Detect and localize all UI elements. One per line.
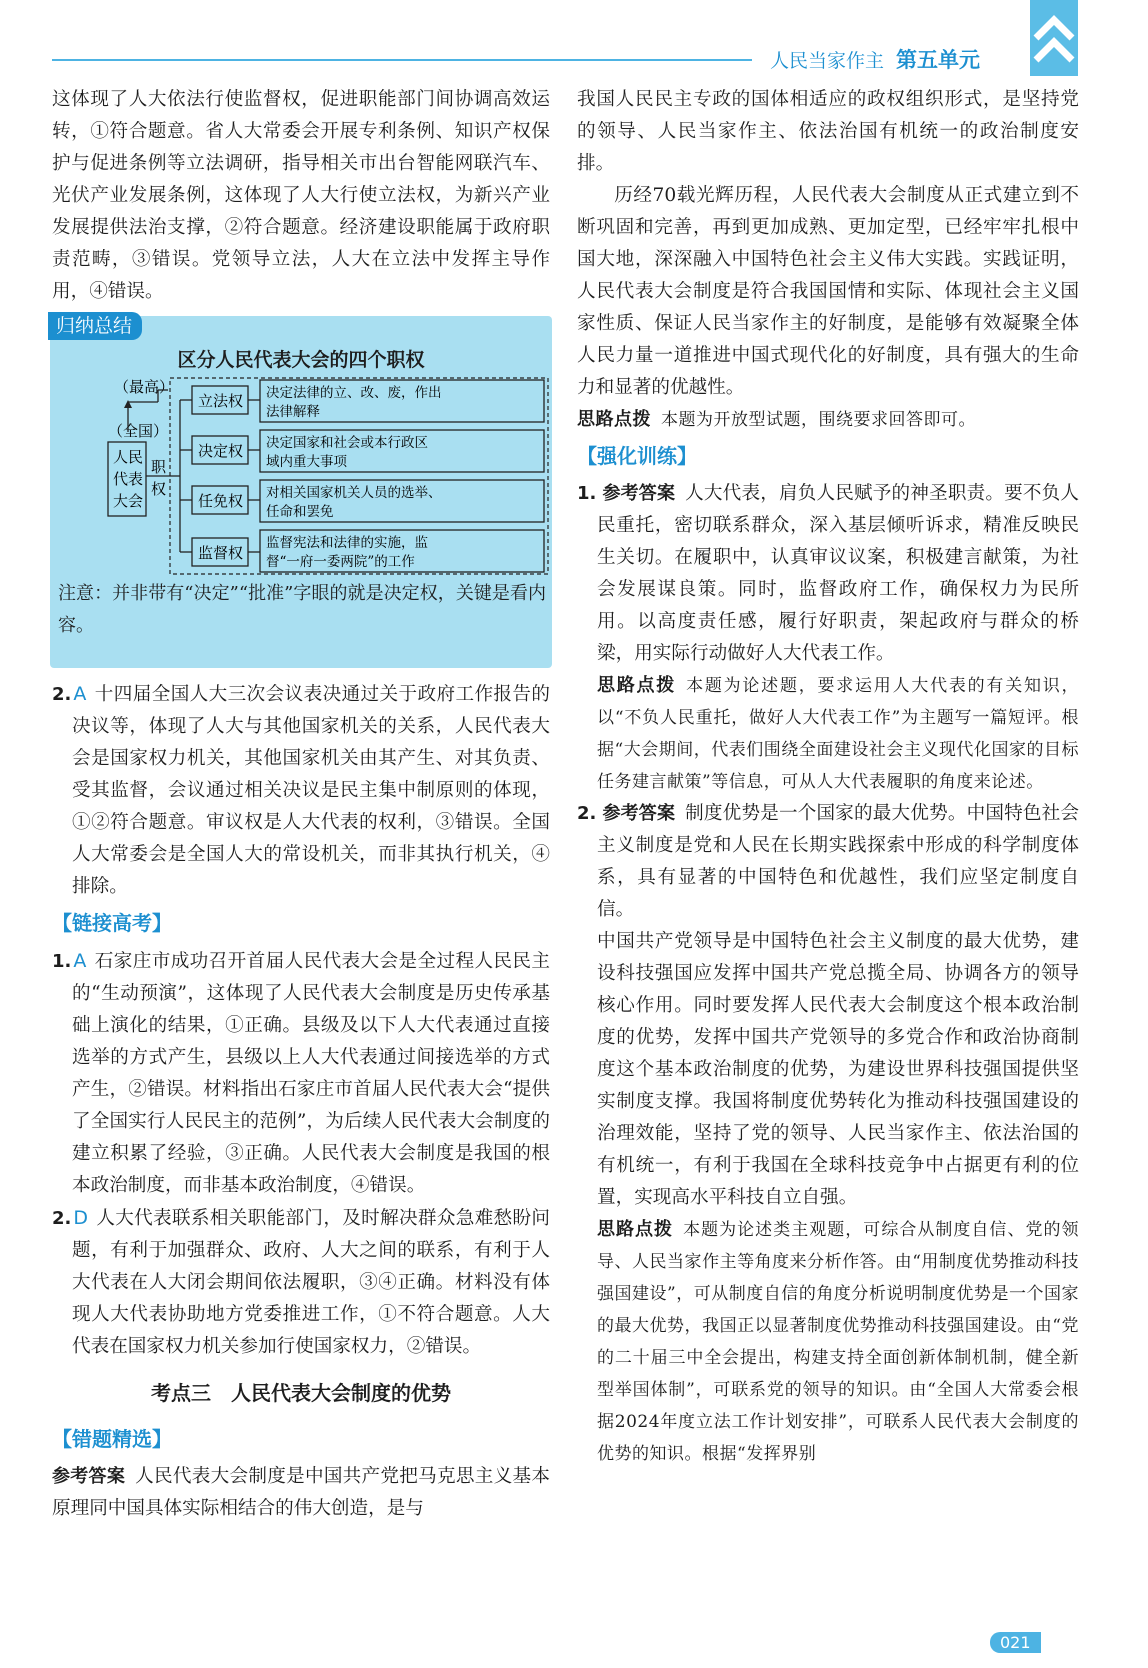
summary-note: 注意：并非带有“决定”“批准”字眼的就是决定权，关键是看内容。 (58, 583, 546, 636)
training-answer-1-label: 参考答案 (602, 483, 676, 504)
right-column (577, 84, 1079, 1470)
link-answer-1-letter: A (73, 950, 87, 972)
link-answer-2-text: 人大代表联系相关职能部门，及时解决群众急难愁盼问题，有利于加强群众、政府、人大之间的联系，有利于人大代表在人大闭会期间依法履职，③④正确。材料没有体现人大代表协助地方党委推进工作，①不符合题意。人大代表在国家权力机关参加行使国家权力，②错误。 (72, 1208, 550, 1357)
training-answer-2-label: 参考答案 (602, 803, 676, 824)
reference-answer (52, 1461, 550, 1525)
header-unit: 第五单元 (896, 48, 981, 72)
training-answer-2 (577, 798, 1079, 926)
org-line-2: 代表 (113, 470, 144, 488)
header-rule (52, 59, 752, 61)
power-row-supervision (180, 530, 544, 572)
power-desc-1a: 决定法律的立、改、废，作出 (266, 385, 442, 401)
training-answer-1-text: 人大代表，肩负人民赋予的神圣职责。要不负人民重托，密切联系群众，深入基层倾听诉求，精准反映民生关切。在履职中，认真审议议案，积极建言献策，为社会发展谋良策。同时，监督政府工作，确保权力为民所用。以高度责任感，履行好职责，架起政府与群众的桥梁，用实际行动做好人大代表工作。 (597, 483, 1080, 664)
org-line-3: 大会 (113, 492, 144, 510)
tip-1-label: 思路点拨 (577, 409, 651, 430)
answer-2-letter: A (73, 683, 87, 705)
right-paragraph-2: 历经70载光辉历程，人民代表大会制度从正式建立到不断巩固和完善，再到更加成熟、更加定型，已经牢牢扎根中国大地，深深融入中国特色社会主义伟大实践。实践证明，人民代表大会制度是符合我国国情和实际、体现社会主义国家性质、保证人民当家作主的好制度，是能够有效凝聚全体人民力量一道推进中国式现代化的好制度，具有强大的生命力和显著的优越性。 (577, 185, 1079, 398)
power-name-1: 立法权 (198, 392, 244, 410)
power-desc-4b: 督“一府一委两院”的工作 (266, 554, 415, 570)
running-header (770, 44, 980, 74)
summary-tag: 归纳总结 (48, 312, 142, 340)
link-answer-1-text: 石家庄市成功召开首届人民代表大会是全过程人民民主的“生动预演”，这体现了人民代表大会制度是历史传承基础上演化的结果，①正确。县级及以下人大代表通过直接选举的方式产生，县级以上人大代表通过间接选举的方式产生，②错误。材料指出石家庄市首届人民代表大会“提供了全国实行人民民主的范例”，为后续人民代表大会制度的建立积累了经验，③正确。人民代表大会制度是我国的根本政治制度，而非基本政治制度，④错误。 (72, 951, 550, 1196)
tip-2-label: 思路点拨 (597, 675, 677, 696)
powers-diagram (50, 316, 552, 578)
power-desc-3b: 任命和罢免 (266, 504, 334, 520)
kaodian-3-title: 考点三 人民代表大会制度的优势 (151, 1381, 451, 1405)
training-answer-2-number: 2. (577, 803, 597, 824)
reference-answer-text: 人民代表大会制度是中国共产党把马克思主义基本原理同中国具体实际相结合的伟大创造，是与 (52, 1466, 550, 1519)
powers-label-2: 权 (151, 480, 167, 498)
link-answer-1 (52, 945, 550, 1202)
reference-answer-label: 参考答案 (52, 1466, 126, 1487)
org-line-1: 人民 (113, 448, 144, 466)
tip-2-text: 本题为论述题，要求运用人大代表的有关知识，以“不负人民重托，做好人大代表工作”为主题写一篇短评。根据“大会期间，代表们围绕全面建设社会主义现代化国家的目标任务建言献策”等信息，可从人大代表履职的角度来论述。 (597, 676, 1080, 792)
tip-1-text: 本题为开放型试题，围绕要求回答即可。 (661, 410, 976, 430)
training-answer-2-continued: 中国共产党领导是中国特色社会主义制度的最大优势，建设科技强国应发挥中国共产党总揽全局、协调各方的领导核心作用。同时要发挥人民代表大会制度这个根本政治制度的优势，发挥中国共产党领导的多党合作和政治协商制度这个基本政治制度的优势，为建设世界科技强国提供坚实制度支撑。我国将制度优势转化为推动科技强国建设的治理效能，坚持了党的领导、人民当家作主、依法治国的有机统一，有利于我国在全球科技竞争中占据更有利的位置，实现高水平科技自立自强。 (597, 931, 1079, 1208)
left-column (52, 84, 550, 1525)
national-label: （全国） (108, 422, 169, 440)
power-row-legislative (180, 380, 544, 422)
link-answer-2 (52, 1202, 550, 1363)
summary-title: 区分人民代表大会的四个职权 (177, 349, 425, 371)
training-answer-1-number: 1. (577, 483, 597, 504)
power-desc-2a: 决定国家和社会或本行政区 (266, 435, 428, 451)
tip-3-label: 思路点拨 (597, 1219, 674, 1240)
top-label: （最高） (114, 378, 175, 396)
training-title: 【强化训练】 (577, 444, 697, 468)
tip-3-text: 本题为论述类主观题，可综合从制度自信、党的领导、人民当家作主等角度来分析作答。由“用制度优势推动科技强国建设”，可从制度自信的角度分析说明制度优势是一个国家的最大优势，我国正以显著制度优势推动科技强国建设。由“党的二十届三中全会提出，构建支持全面创新体制机制，健全新型举国体制”，可联系党的领导的知识。由“全国人大常委会根据2024年度立法工作计划安排”，可联系人民代表大会制度的优势的知识。根据“发挥界别 (597, 1220, 1080, 1464)
tip-2 (577, 670, 1079, 798)
left-paragraph-1: 这体现了人大依法行使监督权，促进职能部门间协调高效运转，①符合题意。省人大常委会开展专利条例、知识产权保护与促进条例等立法调研，指导相关市出台智能网联汽车、光伏产业发展条例，这体现了人大行使立法权，为新兴产业发展提供法治支撑，②符合题意。经济建设职能属于政府职责范畴，③错误。党领导立法，人大在立法中发挥主导作用，④错误。 (52, 89, 550, 302)
answer-2-number: 2. (52, 684, 72, 705)
summary-box (50, 316, 552, 668)
link-gaokao-title: 【链接高考】 (52, 911, 172, 935)
right-paragraph-1: 我国人民民主专政的国体相适应的政权组织形式，是坚持党的领导、人民当家作主、依法治国有机统一的政治制度安排。 (577, 89, 1079, 174)
power-name-3: 任免权 (198, 492, 244, 510)
tip-3 (577, 1214, 1079, 1470)
power-desc-3a: 对相关国家机关人员的选举、 (266, 485, 442, 501)
power-name-4: 监督权 (198, 544, 244, 562)
power-row-decision (180, 430, 544, 472)
page-number: 021 (990, 1632, 1041, 1653)
chevron-up-icon (1030, 0, 1078, 76)
power-desc-1b: 法律解释 (266, 404, 320, 420)
header-subtitle: 人民当家作主 (770, 50, 885, 72)
power-desc-4a: 监督宪法和法律的实施，监 (266, 535, 428, 551)
answer-2-text: 十四届全国人大三次会议表决通过关于政府工作报告的决议等，体现了人大与其他国家机关的关系，人民代表大会是国家权力机关，其他国家机关由其产生、对其负责、受其监督，会议通过相关决议是民主集中制原则的体现，①②符合题意。审议权是人大代表的权利，③错误。全国人大常委会是全国人大的常设机关，而非其执行机关，④排除。 (72, 684, 550, 897)
tip-1 (577, 404, 1079, 436)
power-name-2: 决定权 (198, 442, 244, 460)
powers-label-1: 职 (151, 458, 167, 476)
power-row-appointment (180, 480, 544, 522)
link-answer-1-number: 1. (52, 951, 72, 972)
training-answer-2-text-1: 制度优势是一个国家的最大优势。中国特色社会主义制度是党和人民在长期实践探索中形成的科学制度体系，具有显著的中国特色和优越性，我们应坚定制度自信。 (597, 803, 1080, 920)
power-desc-2b: 域内重大事项 (266, 454, 347, 470)
training-answer-1 (577, 478, 1079, 670)
answer-2 (52, 678, 550, 903)
link-answer-2-number: 2. (52, 1208, 72, 1229)
error-select-title: 【错题精选】 (52, 1427, 172, 1451)
link-answer-2-letter: D (73, 1207, 89, 1229)
